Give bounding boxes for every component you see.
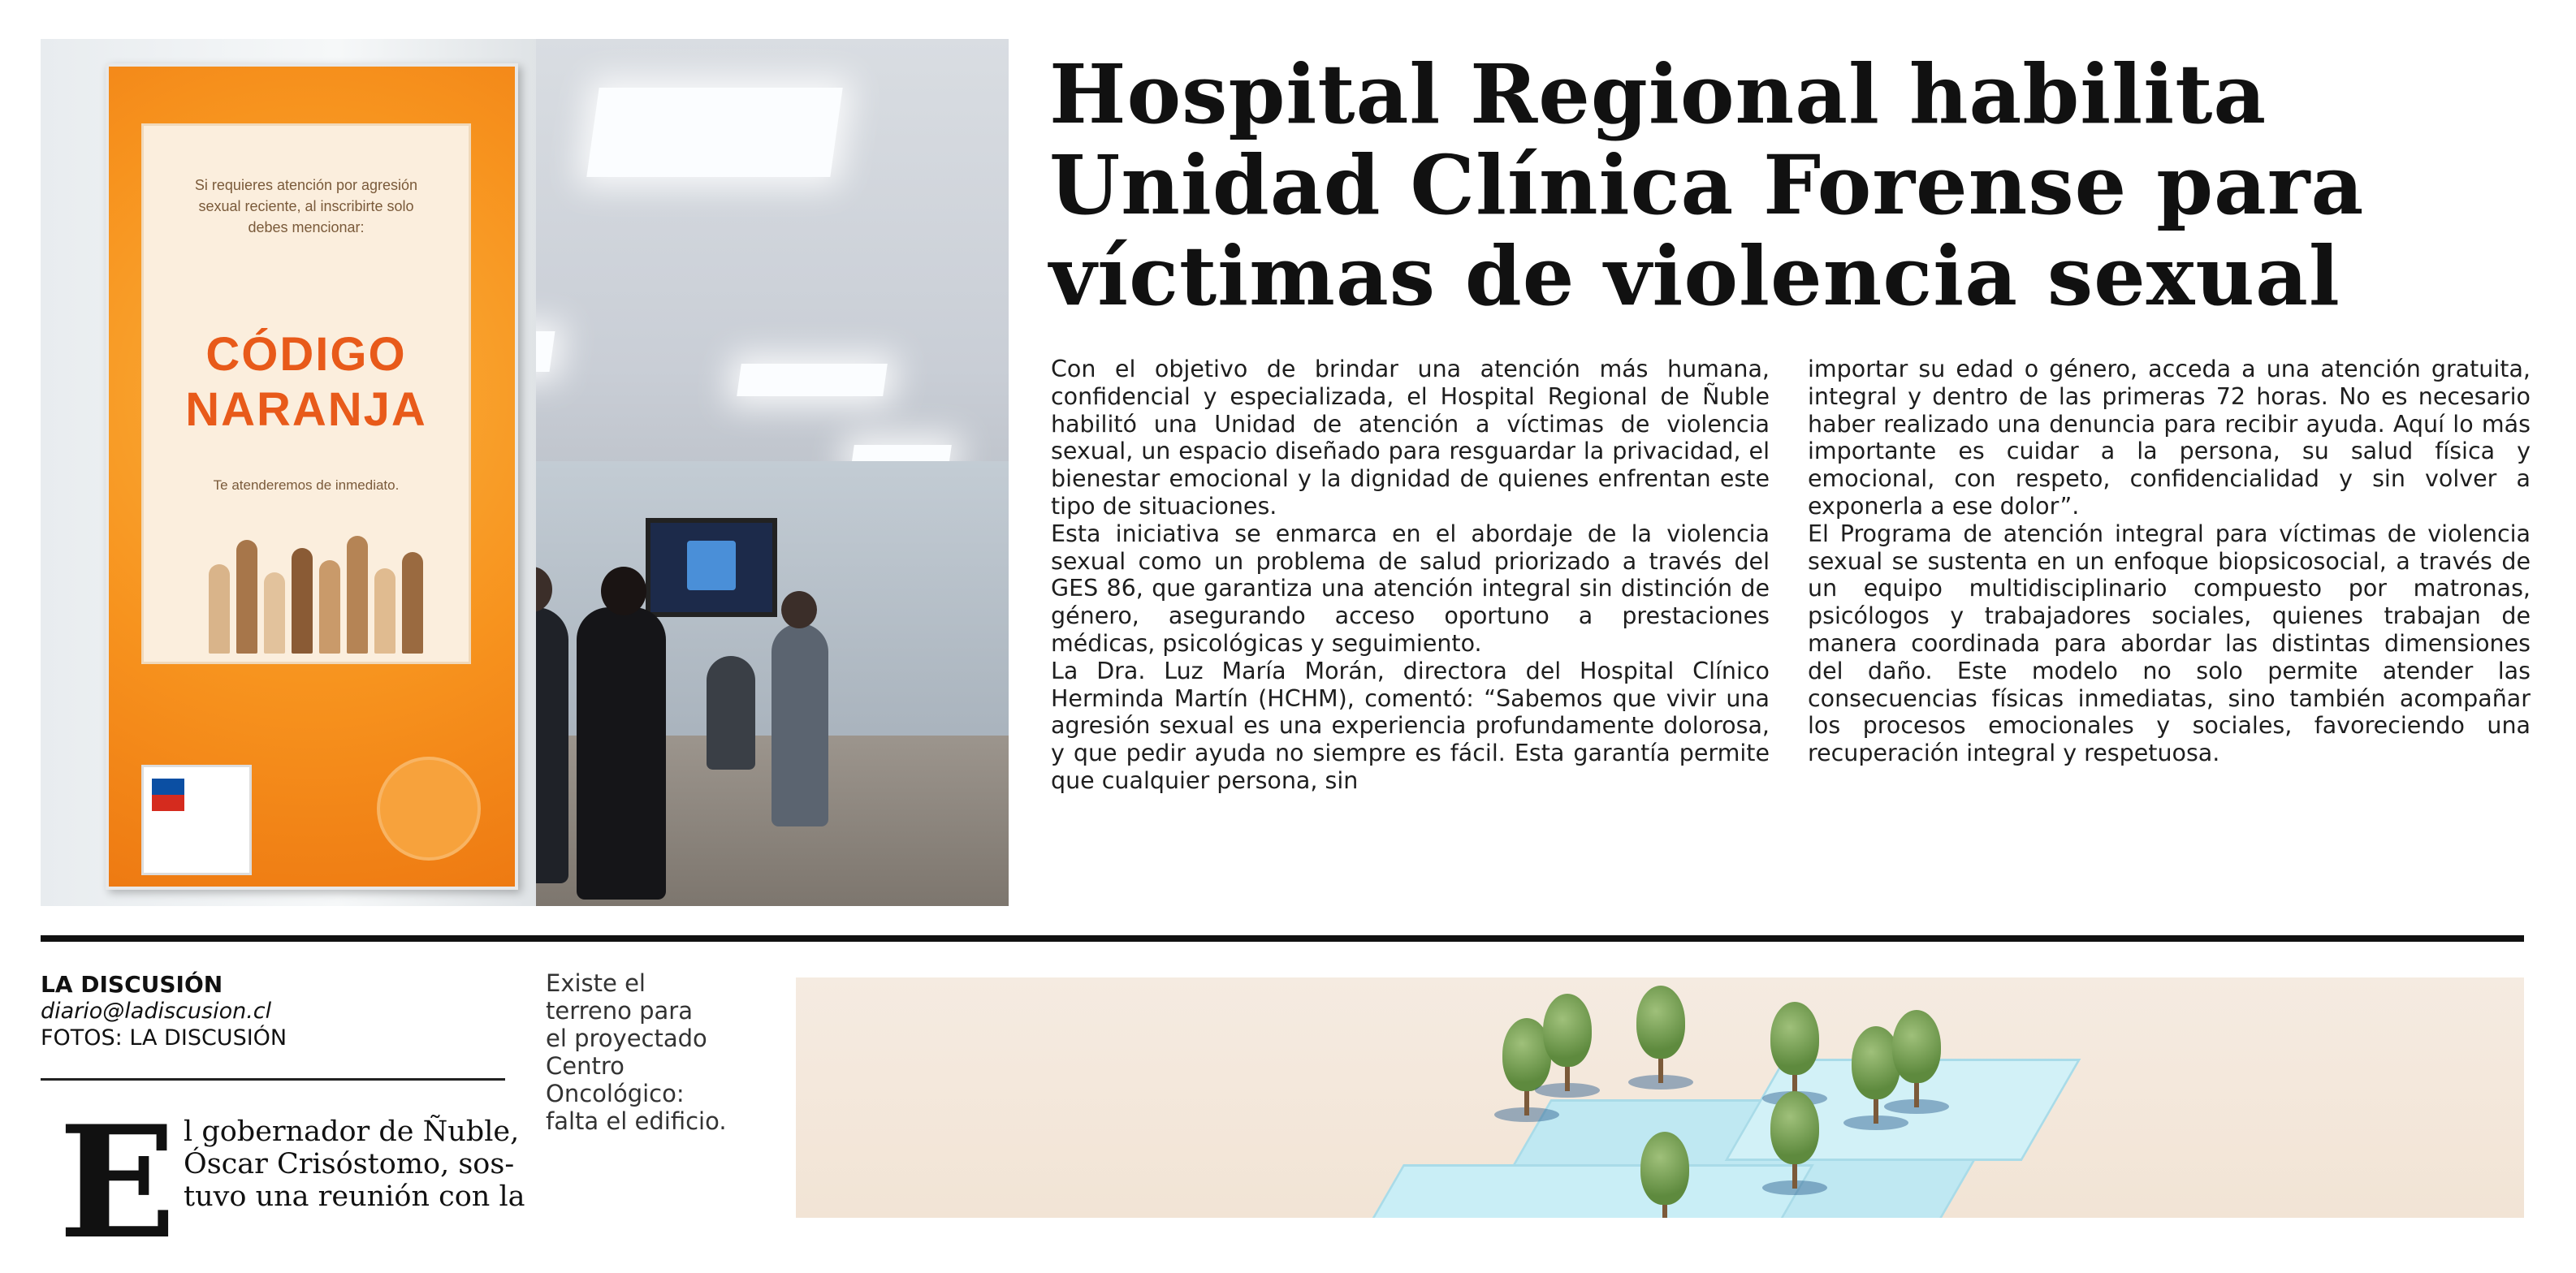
caption-line: Existe el bbox=[546, 969, 646, 997]
article-headline bbox=[1049, 46, 2365, 324]
byline-divider bbox=[41, 1078, 505, 1081]
government-logo bbox=[141, 765, 252, 875]
headline-line: víctimas de violencia sexual bbox=[1049, 228, 2340, 324]
tv-screen bbox=[646, 518, 777, 617]
byline bbox=[41, 971, 504, 1051]
tree bbox=[1640, 1132, 1689, 1218]
headline-line: Unidad Clínica Forense para bbox=[1049, 137, 2365, 233]
person-head bbox=[781, 591, 817, 628]
sign-panel bbox=[141, 123, 471, 664]
caption-line: el proyectado bbox=[546, 1025, 707, 1052]
article-column-1 bbox=[1051, 356, 1770, 916]
section-divider bbox=[41, 935, 2524, 942]
ceiling-light bbox=[737, 364, 888, 396]
ceiling-light bbox=[586, 88, 842, 177]
paragraph: Con el objetivo de brindar una atención más humana, confidencial y especializada, el Hospital Regional de Ñuble habilitó una Unidad de atención a víctimas de violencia sexual, un espacio diseñado para resguardar la privacidad, el bienestar emocional y la dignidad de quienes enfrentan este tipo de situaciones. bbox=[1051, 356, 1770, 520]
terrain-slab bbox=[1325, 1164, 1814, 1218]
codigo-naranja-sign bbox=[106, 63, 518, 890]
article-column-2 bbox=[1808, 356, 2531, 916]
paragraph: Esta iniciativa se enmarca en el abordaje de la violencia sexual como un problema de salud priorizado a través del GES 86, que garantiza una atención integral sin distinción de género, asegurando acceso oportuno a prestaciones médicas, psicológicas y seguimiento. bbox=[1051, 520, 1770, 657]
tree bbox=[1770, 1002, 1819, 1099]
lead-line: l gobernador de Ñuble, bbox=[184, 1115, 520, 1148]
person bbox=[772, 624, 828, 826]
tree bbox=[1543, 994, 1592, 1091]
lead-line: tuvo una reunión con la bbox=[184, 1180, 525, 1213]
paragraph: importar su edad o género, acceda a una atención gratuita, integral y dentro de las primeras 72 horas. No es necesario haber realizado una denuncia para recibir ayuda. Aquí lo más importante es cuidar a la persona, su salud física y emocional, con respeto, confidencialidad y sin volver a exponerla a ese dolor”. bbox=[1808, 356, 2531, 520]
caption-line: terreno para bbox=[546, 997, 693, 1025]
sign-code-line2: NARANJA bbox=[185, 383, 427, 436]
byline-outlet: LA DISCUSIÓN bbox=[41, 971, 223, 998]
tree bbox=[1636, 986, 1685, 1083]
paragraph: El Programa de atención integral para víctimas de violencia sexual se sustenta en un enfoque biopsicosocial, a través de un equipo multidisciplinario compuesto por matronas, psicólogos y trabajadores sociales, quienes trabajan de manera coordinada para abordar las distintas dimensiones del daño. Este modelo no solo permite atender las consecuencias físicas inmediatas, sino también acompañar los procesos emocionales y sociales, favoreciendo una recuperación integral y respetuosa. bbox=[1808, 520, 2531, 767]
byline-photo-credit: FOTOS: LA DISCUSIÓN bbox=[41, 1025, 287, 1051]
hospital-photo bbox=[41, 39, 1009, 906]
lead-line: Óscar Crisóstomo, sos- bbox=[184, 1148, 515, 1180]
paragraph: La Dra. Luz María Morán, directora del Hospital Clínico Herminda Martín (HCHM), comentó: “Sabemos que vivir una agresión sexual es una experiencia profundamente dolorosa, y que pedir ayuda no siempre es fácil. Esta garantía permite que cualquier persona, sin bbox=[1051, 657, 1770, 794]
photo-caption bbox=[546, 969, 757, 1135]
person bbox=[707, 656, 755, 770]
sign-intro: Si requieres atención por agresión sexual reciente, al inscribirte solo debes mencionar: bbox=[194, 177, 418, 235]
program-seal bbox=[377, 757, 481, 861]
person bbox=[577, 607, 666, 900]
caption-line: falta el edificio. bbox=[546, 1107, 727, 1135]
sign-footer: Te atenderemos de inmediato. bbox=[213, 477, 400, 493]
caption-line: Centro bbox=[546, 1052, 625, 1080]
chile-flag-icon bbox=[152, 779, 184, 811]
lead-paragraph bbox=[184, 1115, 525, 1213]
tree bbox=[1770, 1091, 1819, 1189]
byline-email: diario@ladiscusion.cl bbox=[41, 999, 272, 1024]
headline-line: Hospital Regional habilita bbox=[1049, 46, 2267, 142]
caption-line: Oncológico: bbox=[546, 1080, 685, 1107]
drop-cap: E bbox=[58, 1092, 176, 1273]
tree bbox=[1892, 1010, 1941, 1107]
raised-hands-illustration bbox=[201, 532, 428, 654]
oncology-center-render bbox=[796, 977, 2524, 1218]
person-head bbox=[601, 567, 646, 615]
sign-code-line1: CÓDIGO bbox=[205, 328, 407, 381]
